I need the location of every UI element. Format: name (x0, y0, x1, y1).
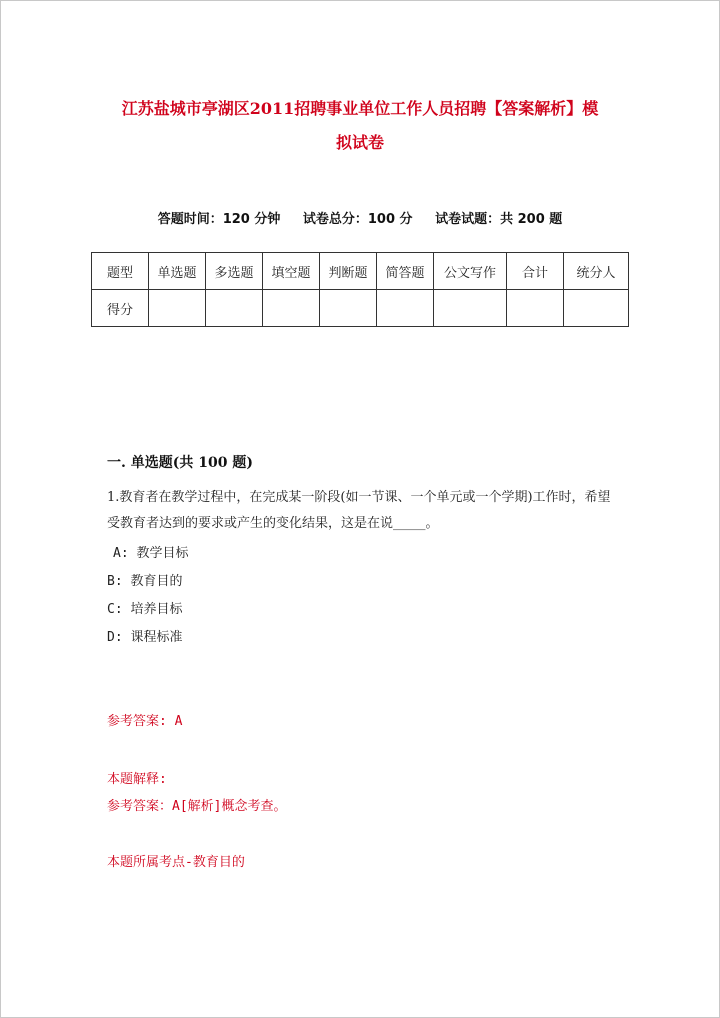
score-header-cell: 统分人 (564, 253, 629, 290)
score-cell (149, 290, 206, 327)
score-cell (263, 290, 320, 327)
question-text: 1.教育者在教学过程中，在完成某一阶段(如一节课、一个单元或一个学期)工作时，希望受教育者达到的要求或产生的变化结果，这是在说_____。 (107, 490, 611, 531)
score-row-label: 得分 (92, 290, 149, 327)
option-b: B: 教育目的 (107, 574, 183, 589)
score-table-header-row (92, 253, 629, 290)
exam-meta (0, 208, 720, 227)
score-header-cell: 题型 (92, 253, 149, 290)
exam-time: 答题时间：120 分钟 (157, 212, 281, 227)
score-table (91, 252, 629, 327)
score-header-cell: 公文写作 (434, 253, 507, 290)
explanation-label: 本题解释: (107, 772, 167, 787)
exam-question-count: 试卷试题：共 200 题 (435, 212, 563, 227)
score-header-cell: 多选题 (206, 253, 263, 290)
exam-total-score: 试卷总分：100 分 (302, 212, 413, 227)
option-d: D: 课程标准 (107, 630, 183, 645)
title-line-1: 江苏盐城市亭湖区2011招聘事业单位工作人员招聘【答案解析】模 (121, 99, 599, 118)
score-header-cell: 填空题 (263, 253, 320, 290)
option-c: C: 培养目标 (107, 602, 183, 617)
score-header-cell: 判断题 (320, 253, 377, 290)
score-header-cell: 单选题 (149, 253, 206, 290)
knowledge-point: 本题所属考点-教育目的 (107, 855, 245, 870)
score-header-cell: 简答题 (377, 253, 434, 290)
document-title (100, 92, 620, 160)
score-cell (320, 290, 377, 327)
score-table-score-row (92, 290, 629, 327)
score-cell (507, 290, 564, 327)
score-cell (434, 290, 507, 327)
option-a: A: 教学目标 (113, 546, 189, 561)
section-heading: 一. 单选题(共 100 题) (107, 455, 253, 471)
score-cell (206, 290, 263, 327)
explanation-text: 参考答案：A[解析]概念考查。 (107, 799, 287, 814)
title-line-2: 拟试卷 (335, 133, 384, 152)
score-cell (377, 290, 434, 327)
score-cell (564, 290, 629, 327)
reference-answer: 参考答案: A (107, 714, 183, 729)
score-header-cell: 合计 (507, 253, 564, 290)
